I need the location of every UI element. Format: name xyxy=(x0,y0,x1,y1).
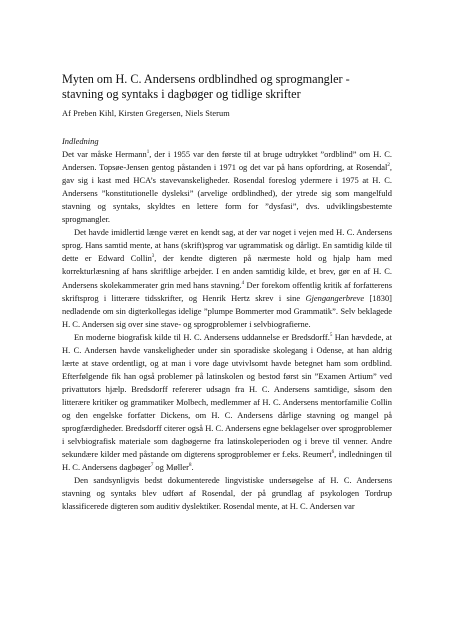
paragraph-text: Han hævdede, at H. C. Andersen havde vanskeligheder under sin sporadiske skolegang i Odense, at han aldrig lærte at stave ordentligt, og at man i vore dage utvivlsomt havde betegnet ham som ordblind. Efterfølgende fik han også problemer på latinskolen og bestod først sin ”Examen Artium” ved privattutors hjælp. Bredsdorff refererer udsagn fra H. C. Andersens samtidige, såsom den litterære kritiker og grammatiker Molbech, medlemmer af H. C. Andersens mentorfamilie Collin og den engelske forfatter Dickens, om H. C. Andersens dårlige stavning og mangel på sprogfærdigheder. Bredsdorff citerer også H. C. Andersens egne beklagelser over sprogproblemer i selvbiografisk materiale som dagbøgerne fra latinskoleperioden og i breve til venner. Andre sekundære kilder med påstande om digterens sprogproblemer er f.eks. Reumert xyxy=(62,331,392,460)
title-line-1: Myten om H. C. Andersens ordblindhed og sprogmangler - xyxy=(62,72,350,86)
author-byline xyxy=(62,109,402,118)
paragraph-text: Der forekom offentlig kritik af forfatterens skriftsprog i litterære tidsskrifter, og Henrik Hertz skrev i sine xyxy=(62,279,392,303)
paragraph-text: , der kendte digteren på nærmeste hold og hjalp ham med korrekturlæsning af hans skriftlige arbejder. I en anden samtidig kilde, et brev, gør en af H. C. Andersens skolekammerater grin med hans stavning. xyxy=(62,253,392,290)
paragraph-text: Det var måske Hermann xyxy=(62,149,147,160)
paragraph-text: [1830] nedladende om sin digterkollegas idelige ”plumpe Bommerter mod Grammatik”. Selv beklagede H. C. Andersen sig over sine stave- og sprogproblemer i selvbiografierne. xyxy=(62,292,392,329)
paragraph-text: Det havde imidlertid længe været en kendt sag, at der var noget i vejen med H. C. Andersens sprog. Hans samtid mente, at hans (skrift)sprog var ugrammatisk og dårligt. En samtidig kilde til dette er Edward Collin xyxy=(62,227,392,264)
italic-title: Gjengangerbreve xyxy=(305,292,365,303)
section-heading: Indledning xyxy=(62,136,99,146)
author-names: Af Preben Kihl, Kirsten Gregersen, Niels Sterum xyxy=(62,109,230,118)
paragraph-text: En moderne biografisk kilde til H. C. Andersens uddannelse er Bredsdorff. xyxy=(74,331,330,342)
footnote-ref: 6 xyxy=(331,450,335,456)
footnote-ref: 1 xyxy=(146,150,150,156)
paragraph-text: , indledningen til H. C. Andersens dagbøger xyxy=(62,449,392,473)
paragraph xyxy=(62,331,392,475)
footnote-ref: 5 xyxy=(329,332,333,338)
footnote-ref: 8 xyxy=(188,463,192,469)
title-line-2: stavning og syntaks i dagbøger og tidlige skrifter xyxy=(62,87,301,101)
paragraph xyxy=(62,226,392,330)
footnote-ref: 3 xyxy=(151,254,155,260)
paragraph-text: , gav sig i kast med HCA’s stavevanskeligheder. Rosendal foreslog ydermere i 1975 at H. C. Andersens ”konstitutionelle dysleksi” (arvelige ordblindhed), der ytrede sig som mangelfuld stavning og syntaks, skyldtes en lettere form for ”dysfasi”, dvs. udviklingsbestemte sprogmangler. xyxy=(62,162,392,225)
paragraph xyxy=(62,148,392,226)
paragraph-text: . xyxy=(191,462,194,473)
document-title xyxy=(62,72,402,102)
paragraph-text: Den sandsynligvis bedst dokumenterede lingvistiske undersøgelse af H. C. Andersens stavning og syntaks blev udført af Rosendal, der på grundlag af psykologen Tordrup klassificerede digteren som auditiv dyslektiker. Rosendal mente, at H. C. Andersen var xyxy=(62,475,392,512)
paragraph-text: , der i 1955 var den første til at bruge udtrykket ”ordblind” om H. C. Andersen. Topsøe-Jensen gentog påstanden i 1971 og det var på hans opfordring, at Rosendal xyxy=(62,149,392,173)
paragraph xyxy=(62,474,392,513)
footnote-ref: 7 xyxy=(150,463,154,469)
footnote-ref: 4 xyxy=(241,280,245,286)
footnote-ref: 2 xyxy=(387,163,390,169)
paragraph-text: og Møller xyxy=(153,462,189,473)
document-body xyxy=(62,135,392,513)
